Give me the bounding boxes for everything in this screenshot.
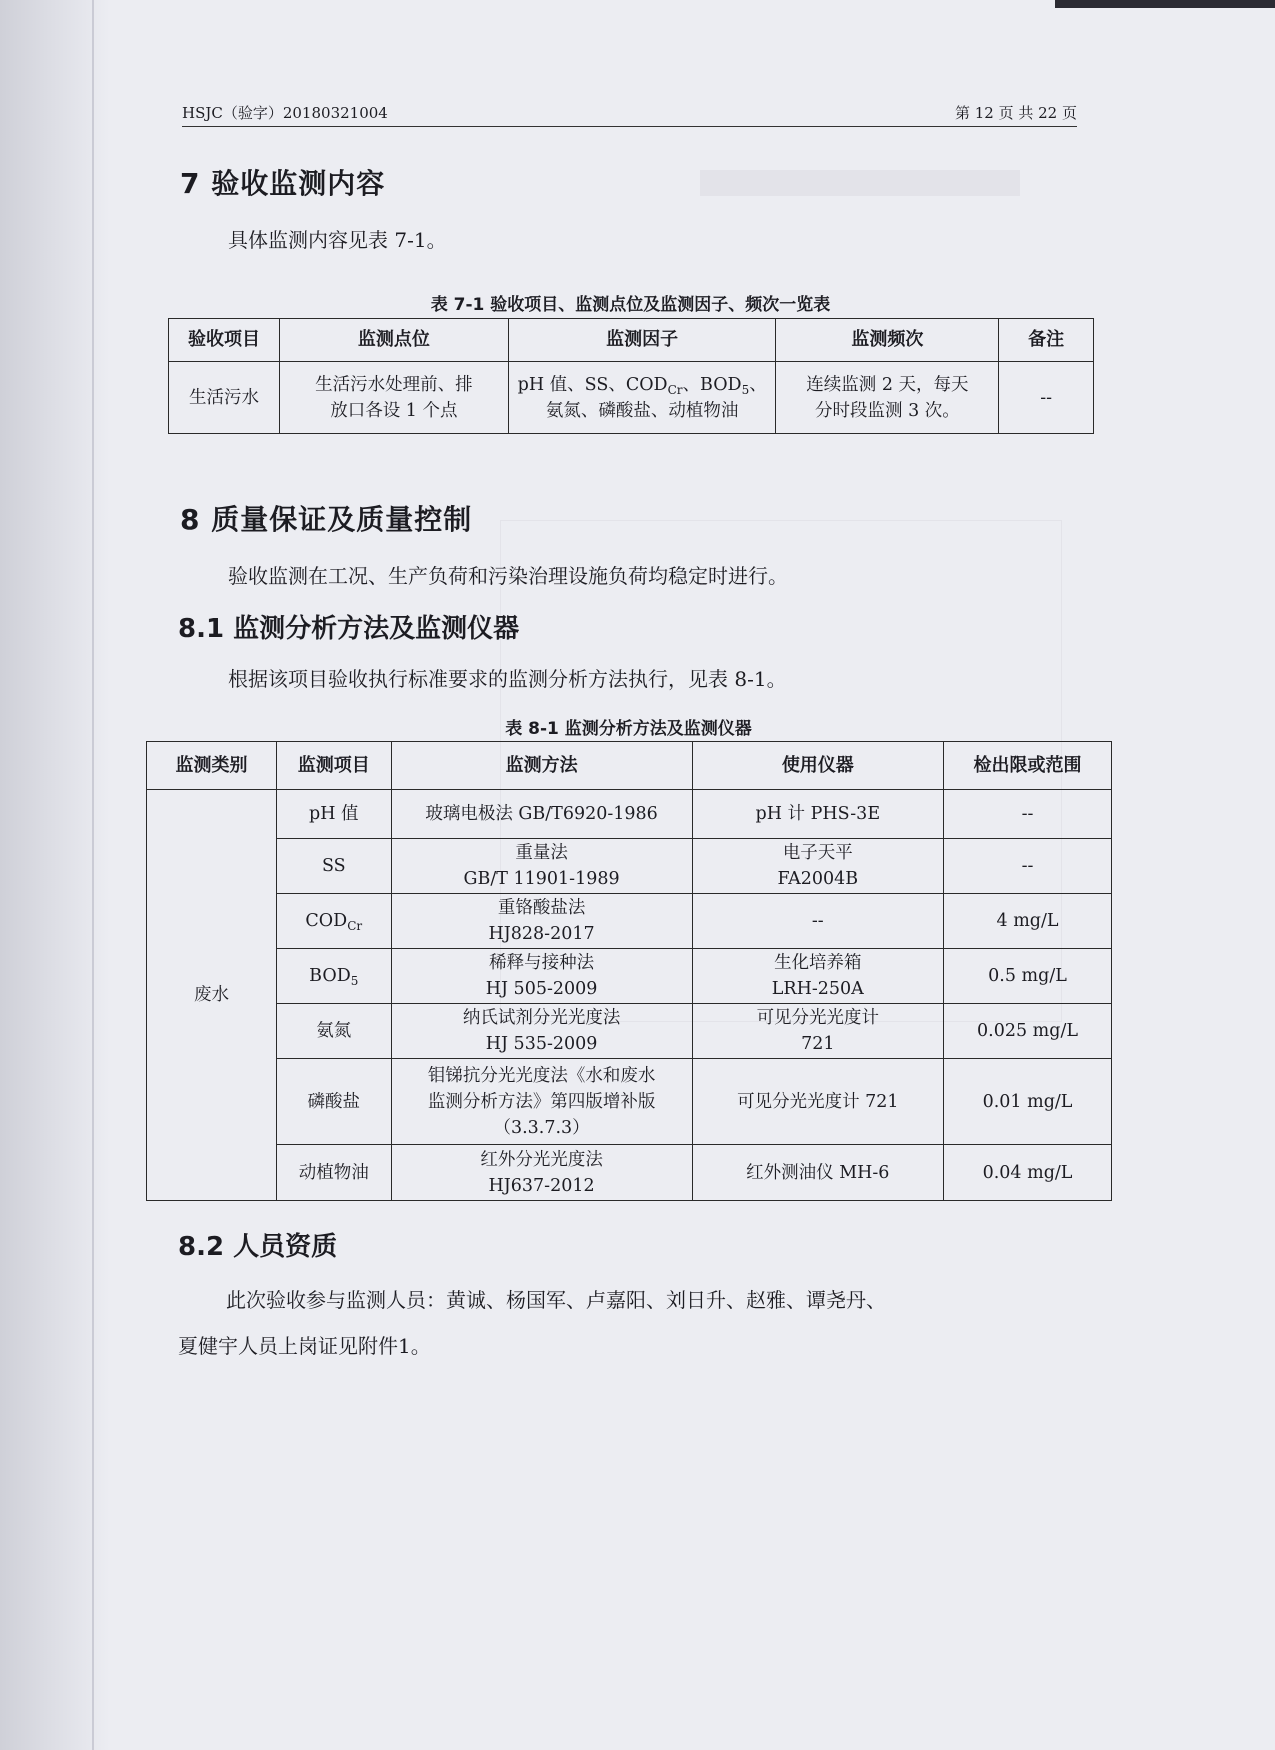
scan-edge [1055,0,1275,8]
cell-line: HJ637-2012 [488,1175,595,1196]
document-id: HSJC（验字）20180321004 [182,104,388,122]
cell-item [277,894,392,949]
cell-method [391,1004,692,1059]
table-8-1-caption: 表 8-1 监测分析方法及监测仪器 [505,719,752,739]
table-row [147,839,1112,894]
text-span: 、BOD [682,374,742,395]
cell-limit: -- [944,790,1112,839]
cell-line: GB/T 11901-1989 [463,869,620,889]
cell-category: 废水 [147,790,277,1201]
cell-line: 重量法 [515,843,568,863]
cell-line: 纳氏试剂分光光度法 [462,1008,621,1028]
section-8-2-title: 8.2 人员资质 [178,1232,338,1262]
table-7-1 [168,318,1094,434]
section-8-2-text-line1: 此次验收参与监测人员：黄诚、杨国军、卢嘉阳、刘日升、赵雅、谭尧丹、 [226,1288,886,1312]
cell-line: （3.3.7.3） [493,1117,590,1138]
cell-line: HJ 535-2009 [485,1034,598,1054]
cell-method [391,839,692,894]
cell-line: 连续监测 2 天，每天 [806,374,969,395]
table-header-cell: 检出限或范围 [944,742,1112,790]
cell-limit: -- [944,839,1112,894]
cell-line: 钼锑抗分光光度法《水和废水 [427,1065,656,1086]
cell-method [391,1145,692,1201]
cell-instrument [692,949,943,1004]
table-header-cell: 验收项目 [169,319,280,362]
cell-line: 稀释与接种法 [489,953,595,973]
cell-method: 玻璃电极法 GB/T6920-1986 [391,790,692,839]
table-header-cell: 备注 [999,319,1094,362]
cell-line: LRH-250A [771,979,864,999]
text-span: COD [305,911,348,931]
cell-line: 721 [801,1034,835,1054]
section-8-title: 8 质量保证及质量控制 [180,503,473,536]
section-8-1-title: 8.1 监测分析方法及监测仪器 [178,614,520,644]
section-8-intro: 验收监测在工况、生产负荷和污染治理设施负荷均稳定时进行。 [228,564,788,588]
page-number: 第 12 页 共 22 页 [954,104,1077,122]
table-row [147,894,1112,949]
cell-line: 电子天平 [782,843,853,863]
section-8-1-intro: 根据该项目验收执行标准要求的监测分析方法执行，见表 8-1。 [228,667,787,691]
cell-instrument: pH 计 PHS-3E [692,790,943,839]
subscript: 5 [741,382,750,397]
cell-limit: 0.04 mg/L [944,1145,1112,1201]
subscript: Cr [347,919,363,933]
cell-line: 分时段监测 3 次。 [815,400,960,421]
cell-instrument [692,1004,943,1059]
table-header-cell: 监测因子 [508,319,776,362]
table-8-1 [146,741,1112,1201]
cell-limit: 0.025 mg/L [944,1004,1112,1059]
page-crease [92,0,94,1750]
cell-limit: 0.01 mg/L [944,1059,1112,1145]
cell-item: pH 值 [277,790,392,839]
cell-frequency [776,362,999,434]
cell-factor [508,362,776,434]
table-row [147,1059,1112,1145]
cell-line: 重铬酸盐法 [497,898,586,918]
cell-instrument: 红外测油仪 MH-6 [692,1145,943,1201]
cell-instrument: 可见分光光度计 721 [692,1059,943,1145]
section-7-intro: 具体监测内容见表 7-1。 [228,228,447,252]
cell-instrument [692,839,943,894]
cell-line: 放口各设 1 个点 [330,400,458,421]
table-header-cell: 监测频次 [776,319,999,362]
cell-line [515,372,770,398]
table-row [169,362,1094,434]
section-8-2-text-line2: 夏健宇人员上岗证见附件1。 [178,1334,431,1358]
table-header-cell: 使用仪器 [692,742,943,790]
cell-limit: 4 mg/L [944,894,1112,949]
cell-line: HJ 505-2009 [485,979,598,999]
cell-line: FA2004B [777,869,859,889]
subscript: Cr [667,382,683,397]
cell-method [391,949,692,1004]
cell-line: 监测分析方法》第四版增补版 [427,1091,656,1112]
cell-line: 生活污水处理前、排 [315,374,473,395]
bleed-through-shadow [700,170,1020,196]
section-7-title: 7 验收监测内容 [180,167,386,200]
cell-line: HJ828-2017 [488,924,595,944]
cell-line: 生化培养箱 [774,953,862,973]
cell-line: 可见分光光度计 [756,1008,880,1028]
subscript: 5 [350,974,359,988]
cell-item [277,949,392,1004]
cell-line: 红外分光光度法 [480,1149,603,1170]
cell-item: 氨氮 [277,1004,392,1059]
table-row [147,949,1112,1004]
cell-item: SS [277,839,392,894]
text-span: BOD [309,966,351,986]
cell-instrument: -- [692,894,943,949]
cell-line: 氨氮、磷酸盐、动植物油 [545,400,739,421]
table-row [147,1004,1112,1059]
cell-point [279,362,508,434]
page-header [182,104,1077,127]
cell-item: 动植物油 [277,1145,392,1201]
table-header-cell: 监测类别 [147,742,277,790]
cell-limit: 0.5 mg/L [944,949,1112,1004]
table-header-cell: 监测点位 [279,319,508,362]
table-row [147,1145,1112,1201]
cell-item: 磷酸盐 [277,1059,392,1145]
table-row [147,790,1112,839]
table-header-cell: 监测项目 [277,742,392,790]
cell-method [391,894,692,949]
cell-item: 生活污水 [169,362,280,434]
text-span: 、 [749,374,767,395]
cell-method [391,1059,692,1145]
table-7-1-caption: 表 7-1 验收项目、监测点位及监测因子、频次一览表 [430,295,831,315]
table-header-cell: 监测方法 [391,742,692,790]
cell-note: -- [999,362,1094,434]
text-span: pH 值、SS、COD [517,374,668,395]
